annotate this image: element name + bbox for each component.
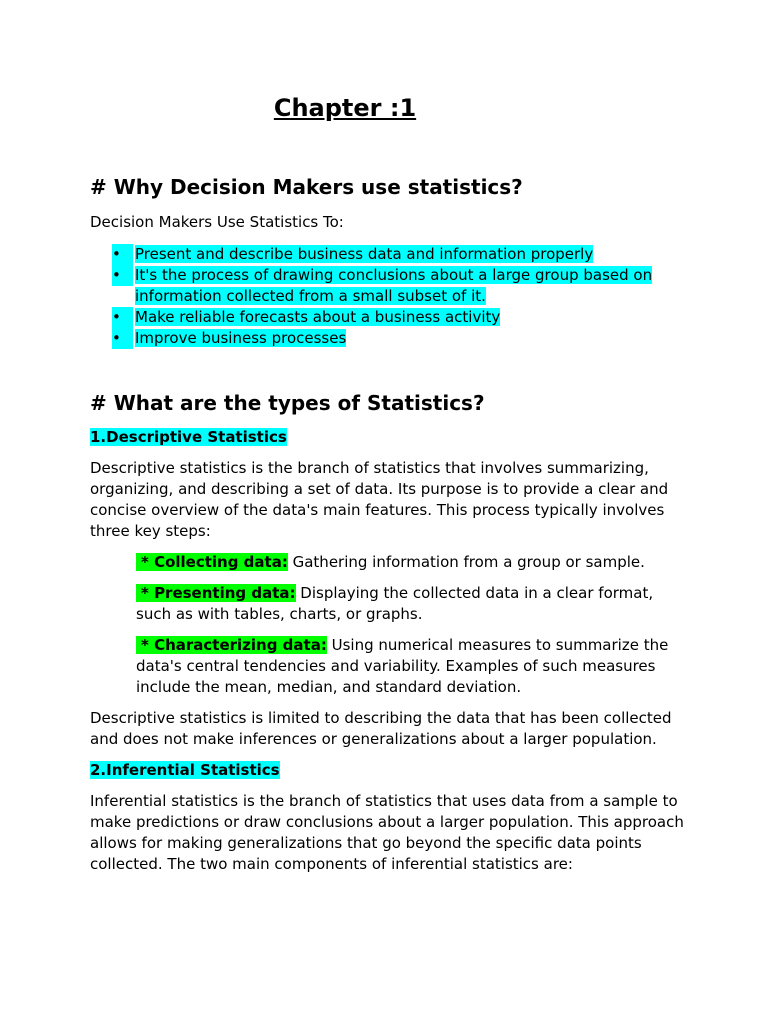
list-item bbox=[90, 265, 680, 307]
list-item bbox=[90, 328, 680, 349]
step-label: * Presenting data: bbox=[136, 584, 296, 602]
intro-text: Decision Makers Use Statistics To: bbox=[90, 213, 344, 231]
section-heading-types-of-statistics: # What are the types of Statistics? bbox=[90, 391, 485, 415]
step-characterizing-data bbox=[136, 635, 684, 698]
chapter-title: Chapter :1 bbox=[273, 94, 417, 122]
step-text: Displaying the collected data in a clear format, such as with tables, charts, or graphs. bbox=[136, 584, 654, 623]
section-heading-why-statistics: # Why Decision Makers use statistics? bbox=[90, 175, 523, 199]
step-text: Gathering information from a group or sample. bbox=[287, 553, 645, 571]
step-text: Using numerical measures to summarize the data's central tendencies and variability. Examples of such measures include the mean, median, and standard deviation. bbox=[136, 636, 669, 696]
list-item-text: Present and describe business data and information properly bbox=[135, 245, 594, 263]
bullet-list bbox=[90, 244, 680, 349]
step-presenting-data bbox=[136, 583, 684, 625]
subheading-text: 2.Inferential Statistics bbox=[90, 761, 280, 779]
list-item bbox=[90, 244, 680, 265]
descriptive-paragraph: Descriptive statistics is the branch of statistics that involves summarizing, organizing, and describing a set of data. Its purpose is to provide a clear and concise overview of the data's main features. This process typically involves three key steps: bbox=[90, 459, 669, 540]
subheading-text: 1.Descriptive Statistics bbox=[90, 428, 287, 446]
descriptive-limitation-paragraph: Descriptive statistics is limited to describing the data that has been collected and does not make inferences or generalizations about a larger population. bbox=[90, 709, 672, 748]
list-item-text: Improve business processes bbox=[135, 329, 347, 347]
subheading-inferential-statistics bbox=[90, 760, 280, 781]
list-item bbox=[90, 307, 680, 328]
step-label: * Collecting data: bbox=[136, 553, 288, 571]
bullet-icon: • bbox=[112, 244, 133, 265]
step-collecting-data bbox=[136, 552, 684, 573]
list-item-text: Make reliable forecasts about a business activity bbox=[135, 308, 501, 326]
step-label: * Characterizing data: bbox=[136, 636, 327, 654]
subheading-descriptive-statistics bbox=[90, 427, 287, 448]
bullet-icon: • bbox=[112, 328, 133, 349]
bullet-icon: • bbox=[112, 265, 133, 286]
list-item-text: It's the process of drawing conclusions about a large group based on information collected from a small subset of it. bbox=[135, 266, 653, 305]
bullet-icon: • bbox=[112, 307, 133, 328]
inferential-paragraph: Inferential statistics is the branch of statistics that uses data from a sample to make predictions or draw conclusions about a larger population. This approach allows for making generalizations that go beyond the specific data points collected. The two main components of inferential statistics are: bbox=[90, 792, 684, 873]
